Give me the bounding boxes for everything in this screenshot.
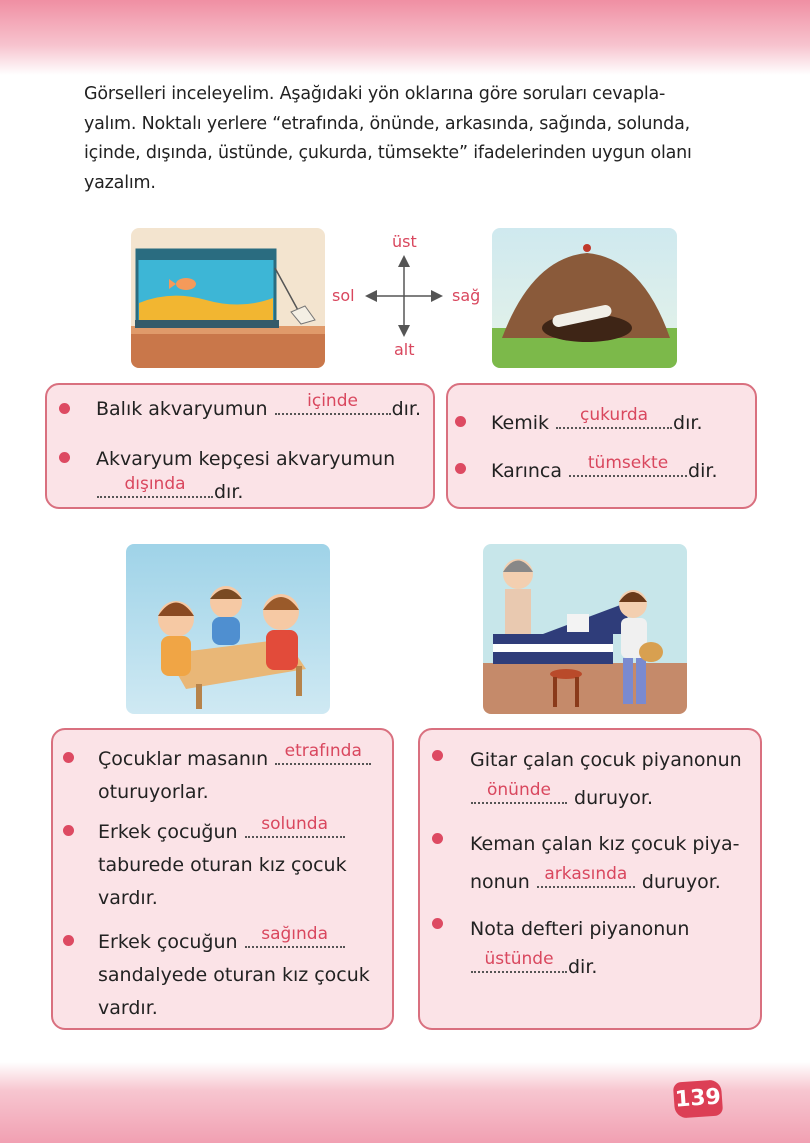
answer-text: etrafında: [284, 741, 362, 761]
answer-blank[interactable]: [97, 474, 213, 498]
answer-text: sağında: [261, 924, 329, 944]
question-text: Erkek çocuğun: [98, 931, 238, 953]
bullet-icon: [432, 750, 443, 761]
answer-text: önünde: [487, 780, 551, 800]
question-suffix: dır.: [391, 398, 422, 420]
question-item: [96, 393, 421, 426]
question-text: Gitar çalan çocuk piyanonun: [470, 749, 742, 771]
answer-blank[interactable]: [245, 924, 345, 948]
question-text: Balık akvaryumun: [96, 398, 268, 420]
instruction-line: yazalım.: [84, 172, 156, 193]
instruction-line: yalım. Noktalı yerlere “etrafında, önünde, arkasında, sağında, solunda,: [84, 113, 690, 134]
musicians-piano-image: [483, 544, 687, 714]
compass-down-label: alt: [394, 340, 415, 359]
question-suffix: dır.: [673, 412, 703, 434]
bullet-icon: [432, 833, 443, 844]
question-text: sandalyede oturan kız çocuk: [98, 964, 370, 986]
question-suffix: duruyor.: [574, 787, 653, 809]
answer-text: içinde: [307, 391, 358, 411]
answer-blank[interactable]: [556, 405, 672, 429]
question-text: Karınca: [491, 460, 562, 482]
question-suffix: vardır.: [98, 997, 158, 1019]
question-item: [491, 407, 703, 440]
answer-blank[interactable]: [471, 780, 567, 804]
answer-blank[interactable]: [245, 814, 345, 838]
aquarium-image: [131, 228, 325, 368]
direction-compass: [330, 228, 490, 368]
bullet-icon: [59, 452, 70, 463]
instruction-line: içinde, dışında, üstünde, çukurda, tümsekte” ifadelerinden uygun olanı: [84, 143, 692, 163]
question-item: [98, 926, 370, 1025]
answer-text: üstünde: [484, 949, 554, 969]
bullet-icon: [59, 403, 70, 414]
answer-text: dışında: [124, 474, 186, 494]
question-suffix: vardır.: [98, 887, 158, 909]
answer-text: tümsekte: [587, 453, 669, 473]
answer-blank[interactable]: [275, 741, 371, 765]
question-text: Çocuklar masanın: [98, 748, 269, 770]
question-text: Erkek çocuğun: [98, 821, 238, 843]
question-text: nonun: [470, 871, 530, 893]
compass-right-label: sağ: [452, 286, 481, 305]
bullet-icon: [432, 918, 443, 929]
question-item: [470, 741, 742, 817]
answer-text: arkasında: [544, 864, 628, 884]
question-text: Kemik: [491, 412, 549, 434]
compass-up-label: üst: [392, 232, 417, 251]
question-item: [98, 816, 347, 915]
bullet-icon: [63, 935, 74, 946]
answer-text: solunda: [261, 814, 328, 834]
compass-left-label: sol: [332, 286, 355, 305]
children-at-table-image: [126, 544, 330, 714]
question-box-anthill: [446, 383, 757, 509]
bullet-icon: [63, 752, 74, 763]
question-item: [98, 743, 372, 809]
instructions: [84, 80, 724, 198]
bullet-icon: [455, 463, 466, 474]
question-text: taburede oturan kız çocuk: [98, 854, 347, 876]
bullet-icon: [455, 416, 466, 427]
question-item: [96, 443, 395, 509]
question-suffix: dir.: [688, 460, 718, 482]
question-item: [491, 455, 718, 488]
question-item: [470, 825, 740, 901]
question-text: Nota defteri piyanonun: [470, 918, 690, 940]
answer-blank[interactable]: [471, 949, 567, 973]
question-suffix: dir.: [568, 956, 598, 978]
header-band: [0, 0, 810, 75]
answer-text: çukurda: [579, 405, 649, 425]
question-text: Akvaryum kepçesi akvaryumun: [96, 448, 396, 470]
question-suffix: oturuyorlar.: [98, 781, 209, 803]
anthill-bone-image: [492, 228, 677, 368]
answer-blank[interactable]: [569, 453, 687, 477]
question-item: [470, 910, 689, 986]
answer-blank[interactable]: [537, 864, 635, 888]
question-suffix: dır.: [214, 481, 244, 503]
question-suffix: duruyor.: [641, 871, 721, 893]
answer-blank[interactable]: [275, 391, 391, 415]
page-number: 139: [673, 1079, 723, 1118]
question-text: Keman çalan kız çocuk piya-: [470, 833, 740, 855]
bullet-icon: [63, 825, 74, 836]
instruction-line: Görselleri inceleyelim. Aşağıdaki yön oklarına göre soruları cevapla-: [84, 84, 666, 104]
